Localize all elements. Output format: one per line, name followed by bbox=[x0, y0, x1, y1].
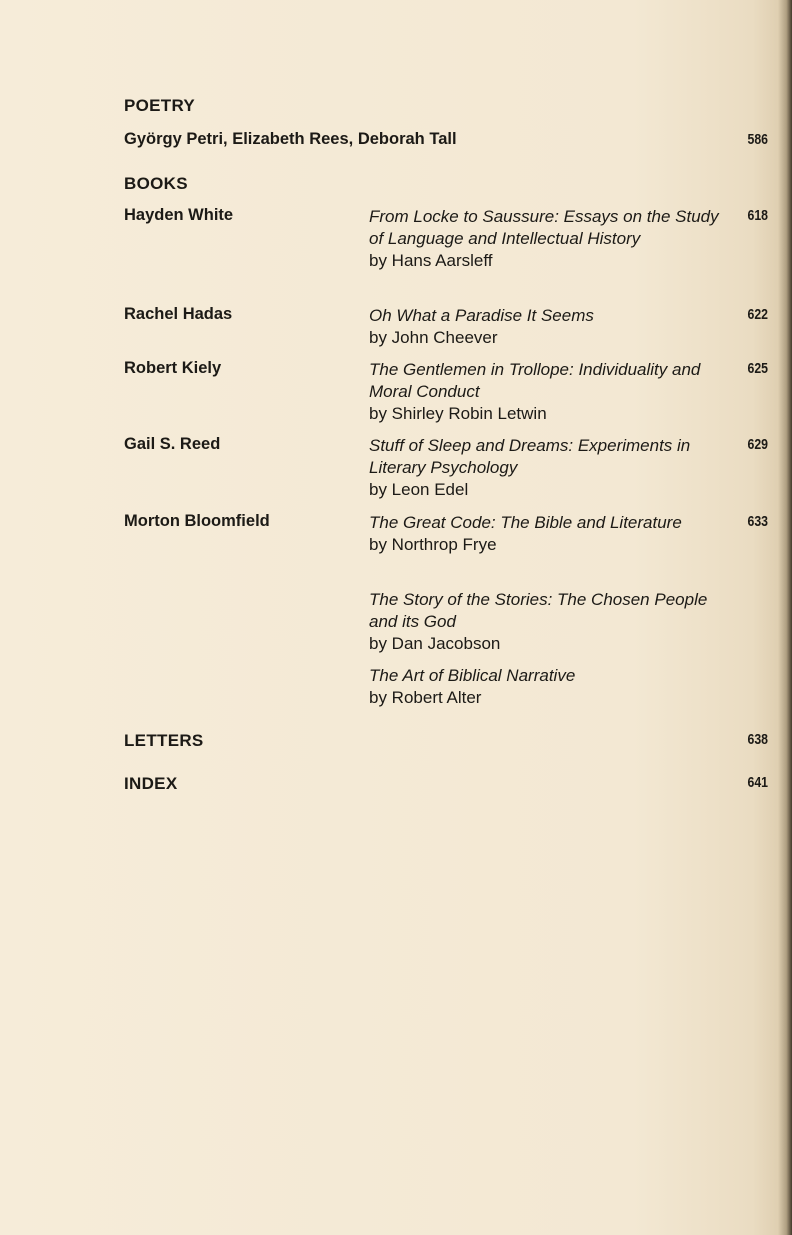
book-page-number: 633 bbox=[747, 513, 768, 530]
book-author: by Robert Alter bbox=[369, 688, 482, 707]
book-entry bbox=[369, 512, 729, 556]
reviewer-name: Rachel Hadas bbox=[124, 305, 233, 323]
reviewer-name: Morton Bloomfield bbox=[124, 512, 270, 530]
index-page-number: 641 bbox=[747, 774, 768, 791]
book-title: From Locke to Saussure: Essays on the Study of Language and Intellectual History bbox=[369, 207, 719, 248]
book-entry bbox=[369, 359, 729, 425]
book-author: by John Cheever bbox=[369, 328, 498, 347]
book-author: by Shirley Robin Letwin bbox=[369, 404, 547, 423]
book-title: The Art of Biblical Narrative bbox=[369, 666, 576, 685]
books-heading: BOOKS bbox=[124, 174, 188, 193]
book-page-number: 625 bbox=[747, 360, 768, 377]
page-edge-shadow bbox=[778, 0, 792, 1235]
book-entry bbox=[369, 305, 729, 349]
book-title: The Gentlemen in Trollope: Individuality and Moral Conduct bbox=[369, 360, 701, 401]
reviewer-name: Robert Kiely bbox=[124, 359, 222, 377]
poetry-poets: György Petri, Elizabeth Rees, Deborah Tall bbox=[124, 130, 457, 148]
book-title: The Story of the Stories: The Chosen People and its God bbox=[369, 590, 708, 631]
book-page-number: 618 bbox=[747, 207, 768, 224]
letters-page-number: 638 bbox=[747, 731, 768, 748]
book-entry bbox=[369, 665, 729, 709]
book-page-number: 622 bbox=[747, 306, 768, 323]
book-entry bbox=[369, 435, 729, 501]
book-author: by Dan Jacobson bbox=[369, 634, 501, 653]
book-title: The Great Code: The Bible and Literature bbox=[369, 513, 682, 532]
reviewer-name: Hayden White bbox=[124, 206, 234, 224]
letters-heading: LETTERS bbox=[124, 731, 204, 750]
poetry-heading: POETRY bbox=[124, 96, 196, 115]
index-heading: INDEX bbox=[124, 774, 178, 793]
reviewer-name: Gail S. Reed bbox=[124, 435, 221, 453]
poetry-page-number: 586 bbox=[747, 131, 768, 148]
book-entry bbox=[369, 206, 729, 272]
book-author: by Hans Aarsleff bbox=[369, 251, 493, 270]
book-author: by Northrop Frye bbox=[369, 535, 497, 554]
book-author: by Leon Edel bbox=[369, 480, 469, 499]
book-entry bbox=[369, 589, 729, 655]
book-title: Stuff of Sleep and Dreams: Experiments in Literary Psychology bbox=[369, 436, 691, 477]
book-page-number: 629 bbox=[747, 436, 768, 453]
book-title: Oh What a Paradise It Seems bbox=[369, 306, 594, 325]
